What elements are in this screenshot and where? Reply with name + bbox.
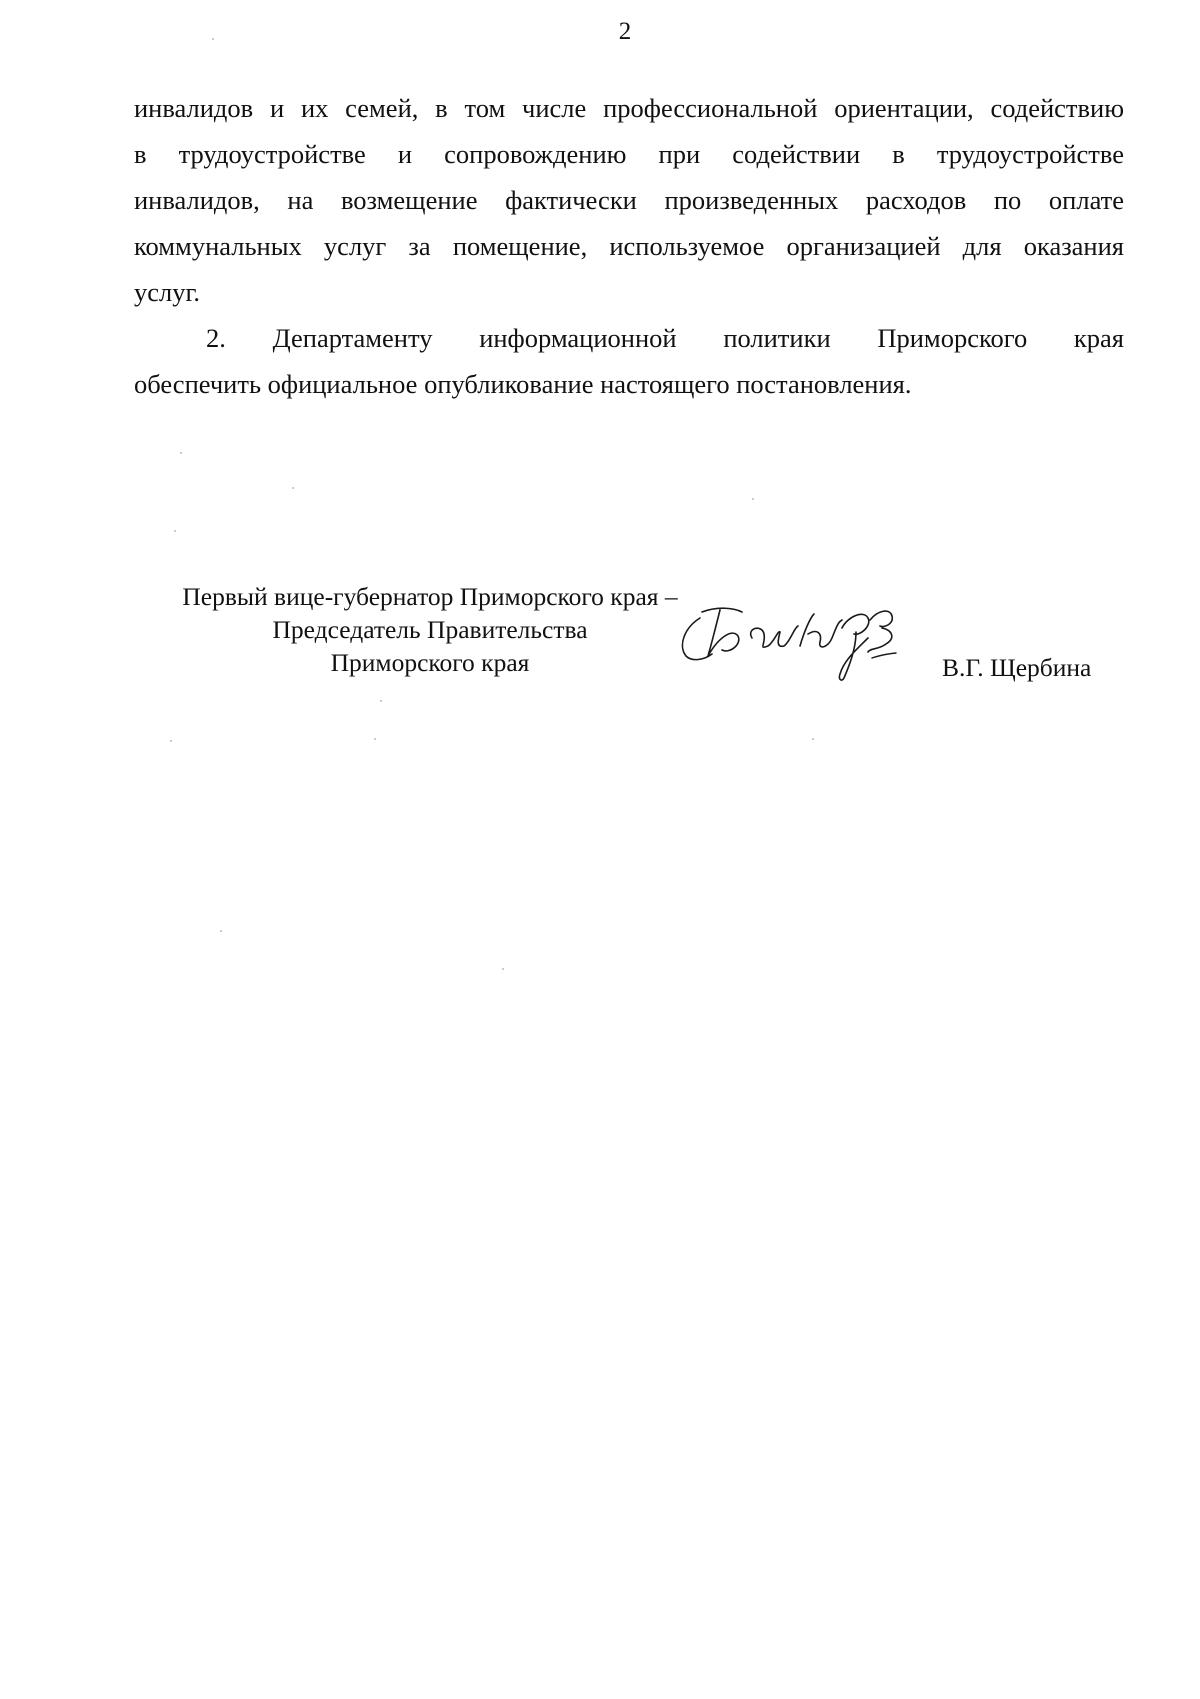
scan-speck bbox=[502, 968, 504, 970]
scan-speck bbox=[374, 738, 376, 740]
scan-speck bbox=[292, 487, 294, 489]
paragraph-line: инвалидов и их семей, в том числе профессиональной ориентации, содействию bbox=[134, 93, 1124, 123]
signatory-position bbox=[150, 580, 710, 679]
scan-speck bbox=[212, 38, 214, 40]
position-line: Председатель Правительства bbox=[272, 615, 588, 644]
paragraph-line: 2. Департаменту информационной политики Приморского края bbox=[206, 323, 1124, 353]
paragraph-line: услуг. bbox=[134, 277, 200, 307]
position-line: Приморского края bbox=[330, 648, 530, 677]
paragraph-line: инвалидов, на возмещение фактически произведенных расходов по оплате bbox=[134, 185, 1124, 215]
paragraph-line: коммунальных услуг за помещение, используемое организацией для оказания bbox=[134, 231, 1124, 261]
document-body bbox=[134, 85, 1124, 407]
scan-speck bbox=[812, 738, 814, 740]
scan-speck bbox=[220, 930, 222, 932]
paragraph-item-2 bbox=[134, 315, 1124, 407]
scan-speck bbox=[170, 740, 172, 742]
paragraph-continuation bbox=[134, 85, 1124, 315]
paragraph-line: обеспечить официальное опубликование настоящего постановления. bbox=[134, 369, 912, 399]
scan-speck bbox=[180, 452, 182, 454]
page-number: 2 bbox=[618, 18, 632, 45]
position-line: Первый вице-губернатор Приморского края – bbox=[182, 582, 678, 611]
handwritten-signature bbox=[672, 598, 952, 688]
scan-speck bbox=[174, 530, 176, 532]
signer-name: В.Г. Щербина bbox=[942, 653, 1092, 682]
scan-speck bbox=[380, 700, 382, 702]
paragraph-line: в трудоустройстве и сопровождению при содействии в трудоустройстве bbox=[134, 139, 1124, 169]
scan-speck bbox=[752, 498, 754, 500]
